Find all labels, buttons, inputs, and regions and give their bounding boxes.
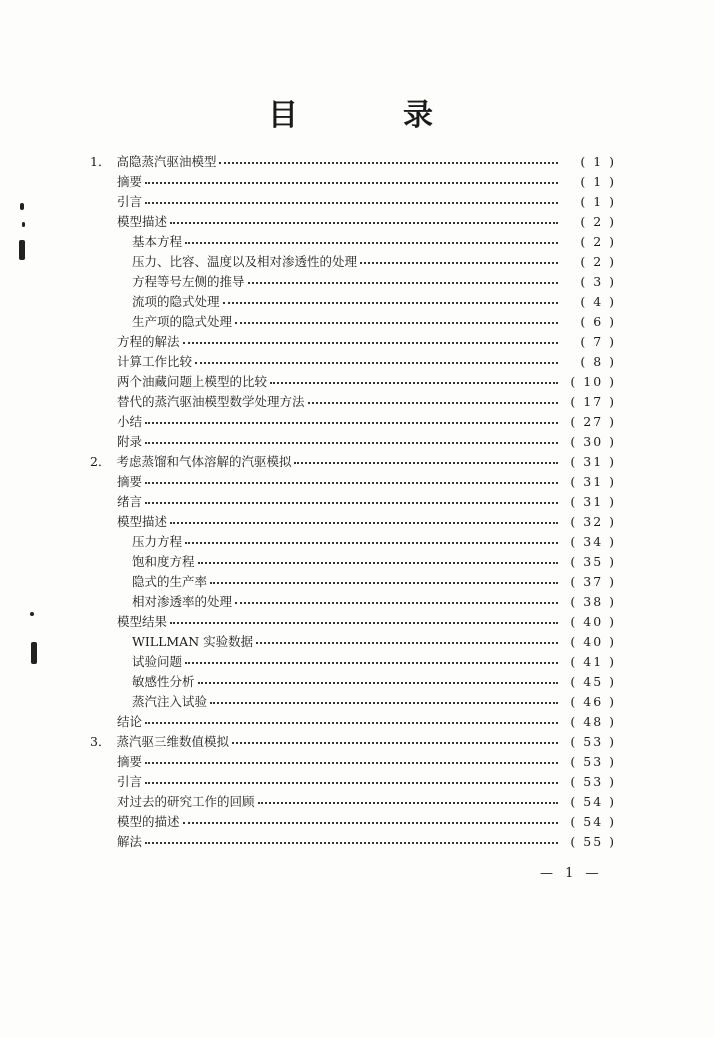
title-char-2: 录 <box>403 98 433 133</box>
toc-entry <box>90 432 616 452</box>
toc-entry <box>90 392 616 412</box>
dot-leader <box>145 442 558 444</box>
dot-leader <box>256 642 558 644</box>
toc-entry <box>90 532 616 552</box>
dot-leader <box>235 322 558 324</box>
toc-entry-label: 摘要 <box>117 754 143 769</box>
toc-entry-label: 两个油藏问题上模型的比较 <box>117 374 268 389</box>
dot-leader <box>145 722 558 724</box>
dot-leader <box>170 522 558 524</box>
page-number: — 1 — <box>540 866 603 881</box>
toc-entry <box>90 452 616 472</box>
toc-entry-page: ( 2 ) <box>580 234 616 249</box>
toc-entry <box>90 232 616 252</box>
toc-entry <box>90 612 616 632</box>
toc-entry-label: 计算工作比较 <box>117 354 193 369</box>
toc-entry-page: ( 1 ) <box>580 154 616 169</box>
toc-entry-label: 摘要 <box>117 174 143 189</box>
toc-entry <box>90 272 616 292</box>
dot-leader <box>170 222 558 224</box>
dot-leader <box>145 782 558 784</box>
toc-entry-page: ( 46 ) <box>570 694 616 709</box>
toc-entry-page: ( 54 ) <box>570 794 616 809</box>
toc-entry-label: 引言 <box>117 774 143 789</box>
toc-entry <box>90 372 616 392</box>
toc-entry-page: ( 38 ) <box>570 594 616 609</box>
toc-entry-label: 对过去的研究工作的回顾 <box>117 794 255 809</box>
toc-entry-page: ( 1 ) <box>580 194 616 209</box>
dot-leader <box>145 182 558 184</box>
toc-entry-label: 模型结果 <box>117 614 168 629</box>
page-title <box>0 96 714 136</box>
toc-entry-page: ( 54 ) <box>570 814 616 829</box>
toc-entry-page: ( 45 ) <box>570 674 616 689</box>
toc-entry-label: 蒸汽注入试验 <box>132 694 208 709</box>
toc-entry <box>90 652 616 672</box>
toc-entry <box>90 572 616 592</box>
toc-entry-page: ( 1 ) <box>580 174 616 189</box>
toc-entry <box>90 152 616 172</box>
toc-entry-page: ( 4 ) <box>580 294 616 309</box>
toc-entry-label: 基本方程 <box>132 234 183 249</box>
dot-leader <box>223 302 558 304</box>
toc-entry-label: 解法 <box>117 834 143 849</box>
dot-leader <box>232 742 558 744</box>
toc-entry-label: 隐式的生产率 <box>132 574 208 589</box>
toc-entry-label: 模型描述 <box>117 214 168 229</box>
toc-entry-page: ( 30 ) <box>570 434 616 449</box>
toc-entry-label: 压力、比容、温度以及相对渗透性的处理 <box>132 254 358 269</box>
dot-leader <box>248 282 558 284</box>
toc-entry <box>90 472 616 492</box>
toc-entry-page: ( 3 ) <box>580 274 616 289</box>
dot-leader <box>145 482 558 484</box>
dot-leader <box>294 462 558 464</box>
toc-entry-label: 试验问题 <box>132 654 183 669</box>
toc-entry <box>90 752 616 772</box>
toc-entry-number: 1． <box>90 154 111 169</box>
title-char-1: 目 <box>268 98 298 133</box>
toc-entry <box>90 792 616 812</box>
toc-entry-label: 饱和度方程 <box>132 554 195 569</box>
dot-leader <box>183 822 558 824</box>
toc-entry <box>90 812 616 832</box>
dot-leader <box>185 242 558 244</box>
toc-entry <box>90 312 616 332</box>
dot-leader <box>195 362 558 364</box>
toc-entry-label: 附录 <box>117 434 143 449</box>
toc-entry-page: ( 2 ) <box>580 254 616 269</box>
toc-entry-label: 敏感性分析 <box>132 674 195 689</box>
toc-entry <box>90 712 616 732</box>
toc-entry <box>90 192 616 212</box>
toc-entry-page: ( 53 ) <box>570 774 616 789</box>
dot-leader <box>145 762 558 764</box>
toc-entry-label: 蒸汽驱三维数值模拟 <box>116 734 229 749</box>
toc-entry <box>90 732 616 752</box>
toc-entry <box>90 692 616 712</box>
dot-leader <box>308 402 558 404</box>
toc-entry <box>90 552 616 572</box>
dot-leader <box>198 682 558 684</box>
toc-entry-page: ( 34 ) <box>570 534 616 549</box>
toc-entry-label: 摘要 <box>117 474 143 489</box>
dot-leader <box>210 582 558 584</box>
toc-entry-label: 引言 <box>117 194 143 209</box>
dot-leader <box>210 702 558 704</box>
toc-entry-label: 压力方程 <box>132 534 183 549</box>
toc-entry-page: ( 40 ) <box>570 614 616 629</box>
toc-entry-page: ( 40 ) <box>570 634 616 649</box>
toc-entry-page: ( 37 ) <box>570 574 616 589</box>
dot-leader <box>170 622 558 624</box>
dot-leader <box>183 342 558 344</box>
toc-entry-label: 方程等号左侧的推导 <box>132 274 245 289</box>
toc-entry <box>90 292 616 312</box>
toc-entry-label: 模型描述 <box>117 514 168 529</box>
toc-entry <box>90 632 616 652</box>
toc-entry-label: 结论 <box>117 714 143 729</box>
dot-leader <box>270 382 558 384</box>
toc-entry-page: ( 53 ) <box>570 734 616 749</box>
toc-entry <box>90 672 616 692</box>
binding-mark <box>31 642 37 664</box>
toc-entry-page: ( 32 ) <box>570 514 616 529</box>
toc-entry <box>90 352 616 372</box>
toc-entry-label: 绪言 <box>117 494 143 509</box>
dot-leader <box>258 802 558 804</box>
toc-entry <box>90 172 616 192</box>
toc-entry <box>90 492 616 512</box>
toc-entry <box>90 832 616 852</box>
toc-entry-label: 替代的蒸汽驱油模型数学处理方法 <box>117 394 305 409</box>
toc-entry-page: ( 31 ) <box>570 454 616 469</box>
binding-mark <box>20 203 24 210</box>
toc-entry-number: 2． <box>90 454 111 469</box>
dot-leader <box>145 502 558 504</box>
toc-entry-label: 流项的隐式处理 <box>132 294 220 309</box>
toc-entry-page: ( 27 ) <box>570 414 616 429</box>
dot-leader <box>185 542 558 544</box>
toc-entry-label: 考虑蒸馏和气体溶解的汽驱模拟 <box>116 454 292 469</box>
toc-entry-label: 生产项的隐式处理 <box>132 314 233 329</box>
dot-leader <box>219 162 558 164</box>
toc-entry-page: ( 2 ) <box>580 214 616 229</box>
dot-leader <box>185 662 558 664</box>
toc-entry-label: 方程的解法 <box>117 334 180 349</box>
toc-entry-page: ( 35 ) <box>570 554 616 569</box>
toc-entry-page: ( 31 ) <box>570 474 616 489</box>
toc-entry-page: ( 53 ) <box>570 754 616 769</box>
toc-entry-label: 相对渗透率的处理 <box>132 594 233 609</box>
toc-entry-page: ( 41 ) <box>570 654 616 669</box>
toc-entry <box>90 412 616 432</box>
dot-leader <box>145 422 558 424</box>
toc-entry-page: ( 6 ) <box>580 314 616 329</box>
toc-entry <box>90 252 616 272</box>
dot-leader <box>360 262 558 264</box>
dot-leader <box>145 202 558 204</box>
toc-entry <box>90 592 616 612</box>
toc-entry-page: ( 55 ) <box>570 834 616 849</box>
toc-entry-page: ( 8 ) <box>580 354 616 369</box>
toc-entry <box>90 332 616 352</box>
toc-entry-page: ( 10 ) <box>570 374 616 389</box>
toc-entry-page: ( 31 ) <box>570 494 616 509</box>
toc-entry-label: WILLMAN 实验数据 <box>132 634 254 649</box>
dot-leader <box>145 842 558 844</box>
dot-leader <box>198 562 558 564</box>
binding-mark <box>19 240 25 260</box>
toc-entry-page: ( 17 ) <box>570 394 616 409</box>
table-of-contents <box>90 152 616 852</box>
toc-entry <box>90 772 616 792</box>
toc-entry-number: 3． <box>90 734 111 749</box>
toc-entry-page: ( 48 ) <box>570 714 616 729</box>
toc-entry-label: 小结 <box>117 414 143 429</box>
binding-mark <box>30 612 34 616</box>
toc-entry-label: 高隐蒸汽驱油模型 <box>116 154 217 169</box>
binding-mark <box>22 222 25 227</box>
toc-entry <box>90 212 616 232</box>
dot-leader <box>235 602 558 604</box>
toc-entry-page: ( 7 ) <box>580 334 616 349</box>
toc-entry <box>90 512 616 532</box>
toc-entry-label: 模型的描述 <box>117 814 180 829</box>
